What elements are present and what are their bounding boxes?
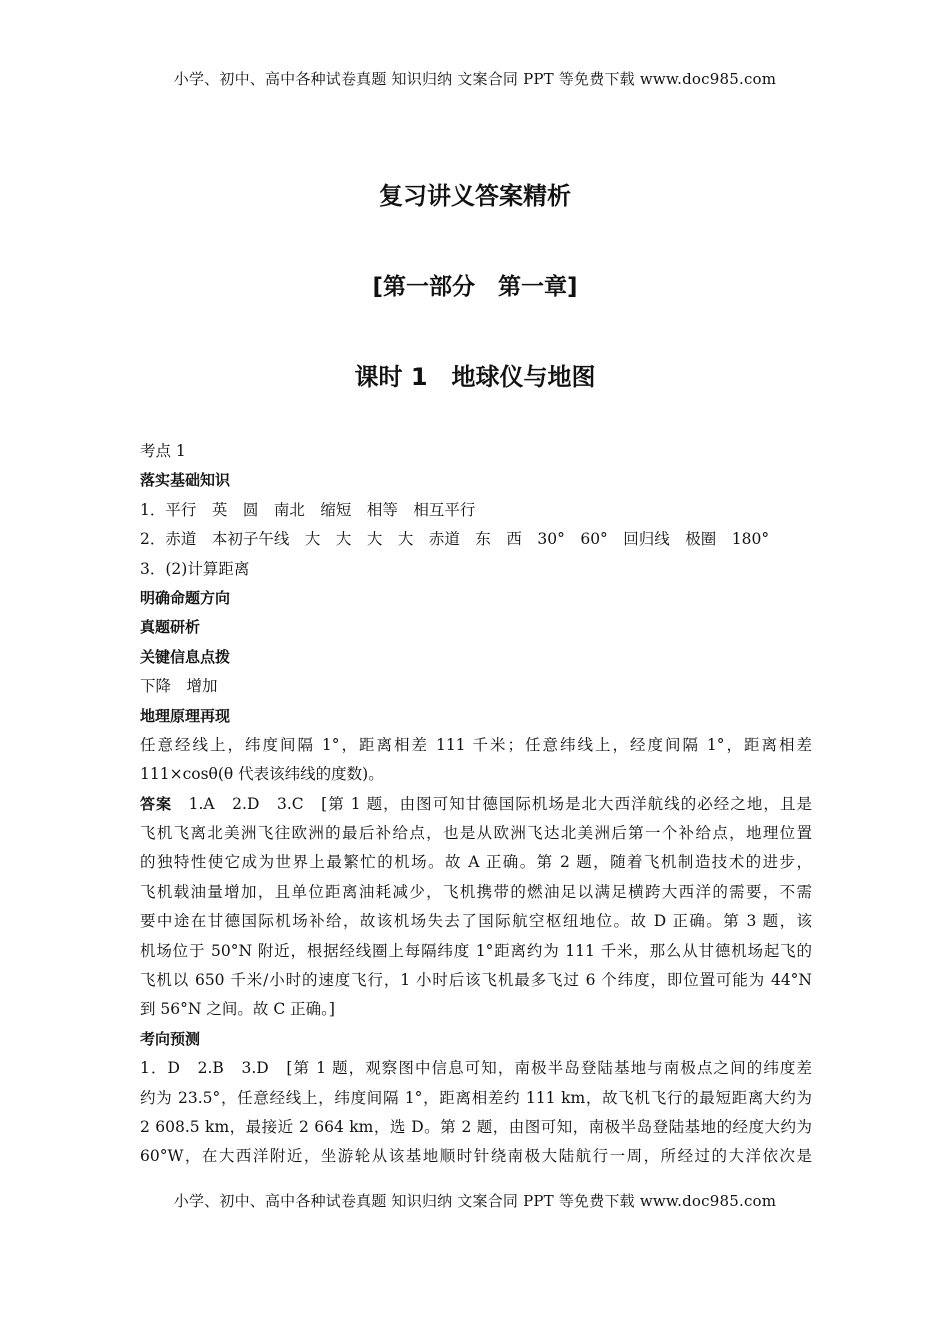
- answer-item-3: 3．(2)计算距离: [140, 559, 250, 578]
- section-heading: 真题研析: [140, 618, 201, 637]
- answer-line: 飞机载油量增加，且单位距离油耗减少，飞机携带的燃油足以满足横跨大西洋的需要，不需: [140, 882, 812, 901]
- answer-line: 的独特性使它成为世界上最繁忙的机场。故 A 正确。第 2 题，随着飞机制造技术的进步，: [140, 853, 812, 872]
- document-title: 复习讲义答案精析: [379, 182, 571, 210]
- answer-line: 要中途在甘德国际机场补给，故该机场失去了国际航空枢纽地位。故 D 正确。第 3 题，该: [140, 912, 812, 931]
- answer-line: 飞机飞离北美洲飞往欧洲的最后补给点，也是从欧洲飞达北美洲后第一个补给点，地理位置: [140, 824, 812, 843]
- section-heading: 落实基础知识: [140, 471, 231, 490]
- predict-line: 60°W，在大西洋附近，坐游轮从该基地顺时针绕南极大陆航行一周，所经过的大洋依次是: [140, 1147, 812, 1166]
- answer-text: 1.A 2.D 3.C [第 1 题，由图可知甘德国际机场是北大西洋航线的必经之地，且是: [188, 794, 812, 813]
- principle-line: 111×cosθ(θ 代表该纬线的度数)。: [140, 765, 384, 784]
- answer-line: 飞机以 650 千米/小时的速度飞行，1 小时后该飞机最多飞过 6 个纬度，即位置可能为 44°N: [140, 971, 812, 990]
- answer-content: [140, 437, 812, 1172]
- predict-line: 约为 23.5°，任意经线上，纬度间隔 1°，距离相差约 111 km，故飞机飞行的最短距离大约为: [140, 1088, 812, 1107]
- predict-line: 2 608.5 km，最接近 2 664 km，选 D。第 2 题，由图可知，南极半岛登陆基地的经度大约为: [140, 1117, 812, 1136]
- page-footer: 小学、初中、高中各种试卷真题 知识归纳 文案合同 PPT 等免费下载 www.doc985.com: [173, 1192, 777, 1210]
- principle-line: 任意经线上，纬度间隔 1°，距离相差 111 千米；任意纬线上，经度间隔 1°，距离相差: [140, 735, 812, 754]
- predict-line: 1．D 2.B 3.D [第 1 题，观察图中信息可知，南极半岛登陆基地与南极点之间的纬度差: [140, 1059, 812, 1078]
- section-heading: 地理原理再现: [140, 706, 231, 725]
- answer-item-2: 2．赤道 本初子午线 大 大 大 大 赤道 东 西 30° 60° 回归线 极圈 180°: [140, 530, 770, 549]
- page-header: 小学、初中、高中各种试卷真题 知识归纳 文案合同 PPT 等免费下载 www.doc985.com: [173, 70, 777, 88]
- answer-line: 机场位于 50°N 附近，根据经线圈上每隔纬度 1°距离约为 111 千米，那么从甘德机场起飞的: [140, 941, 812, 960]
- kaodian-label: 考点 1: [140, 442, 186, 460]
- keywords-line: 下降 增加: [140, 677, 218, 696]
- section-heading: 考向预测: [140, 1029, 201, 1048]
- answer-line: [140, 790, 812, 819]
- answer-line: 到 56°N 之间。故 C 正确。]: [140, 1000, 335, 1019]
- lesson-title: 课时 1 地球仪与地图: [354, 363, 596, 391]
- section-heading: 关键信息点拨: [140, 647, 231, 666]
- answer-item-1: 1．平行 英 圆 南北 缩短 相等 相互平行: [140, 500, 476, 519]
- answer-label: 答案: [140, 794, 173, 813]
- part-chapter-title: [第一部分 第一章]: [372, 274, 578, 300]
- section-heading: 明确命题方向: [140, 588, 231, 607]
